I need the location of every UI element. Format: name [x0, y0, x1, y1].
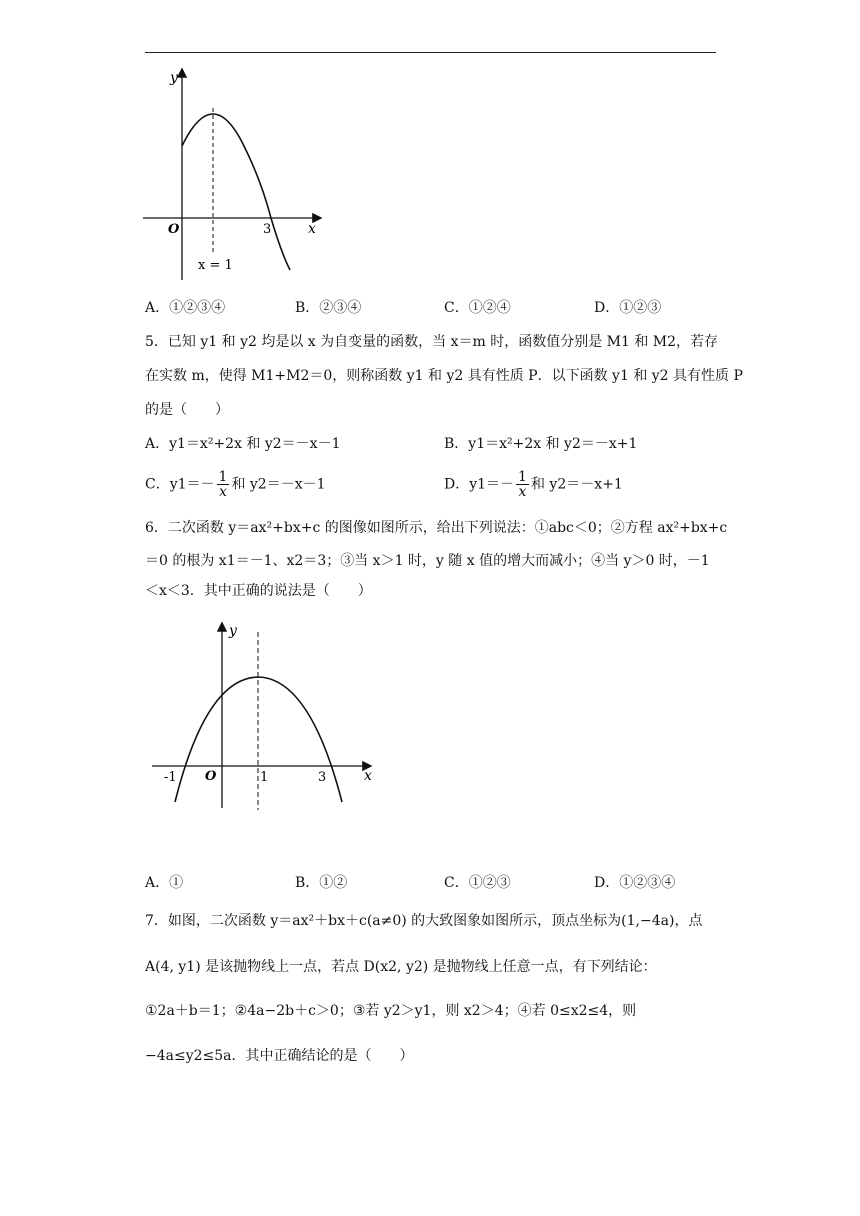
- q7-line-3: ①2a＋b＝1；②4a−2b＋c＞0；③若 y2＞y1，则 x2＞4；④若 0≤x2≤4，则: [145, 1003, 637, 1019]
- fraction: [516, 470, 529, 499]
- q5-option-b: B．y1＝x²+2x 和 y2＝－x+1: [444, 436, 638, 452]
- origin-label: O: [205, 769, 217, 784]
- q5-option-c-suffix: 和 y2＝－x－1: [231, 476, 326, 493]
- root-label: 3: [318, 770, 327, 785]
- q6-line-2: ＝0 的根为 x1＝－1、x2＝3；③当 x＞1 时，y 随 x 值的增大而减小；④当 y＞0 时，－1: [145, 553, 710, 569]
- fraction-numerator: 1: [518, 469, 527, 485]
- q5-option-d: [444, 470, 623, 499]
- axis-note: x = 1: [198, 258, 233, 273]
- header-rule: [145, 52, 716, 53]
- q7-line-2: A(4, y1) 是该抛物线上一点，若点 D(x2, y2) 是抛物线上任意一点，有下列结论：: [145, 959, 657, 975]
- q6-option-d: D．①②③④: [594, 875, 676, 891]
- q6-option-c: C．①②③: [444, 875, 511, 891]
- q5-option-d-prefix: D．y1＝－: [444, 476, 515, 493]
- parabola-curve: [182, 114, 290, 270]
- q7-line-4: −4a≤y2≤5a．其中正确结论的是（ ）: [145, 1048, 414, 1064]
- q7-line-1: 7．如图，二次函数 y＝ax²＋bx＋c(a≠0) 的大致图象如图所示，顶点坐标为(1,−4a)，点: [145, 913, 703, 929]
- q5-line-3: 的是（ ）: [145, 402, 229, 418]
- y-axis-label: y: [170, 70, 178, 86]
- x-axis-label: x: [308, 221, 316, 237]
- q5-line-1: 5．已知 y1 和 y2 均是以 x 为自变量的函数，当 x＝m 时，函数值分别是 M1 和 M2，若存: [145, 334, 719, 350]
- q5-option-c: [145, 470, 326, 499]
- fraction-denominator: x: [219, 484, 227, 500]
- q4-option-b: B．②③④: [295, 300, 362, 316]
- q5-line-2: 在实数 m，使得 M1+M2＝0，则称函数 y1 和 y2 具有性质 P．以下函数 y1 和 y2 具有性质 P: [145, 368, 743, 384]
- x-axis-label: x: [364, 768, 372, 784]
- q6-line-3: ＜x＜3．其中正确的说法是（ ）: [145, 583, 372, 599]
- y-axis-label: y: [229, 623, 237, 639]
- origin-label: O: [168, 222, 180, 237]
- figure-2-parabola: [150, 618, 390, 810]
- q6-option-b: B．①②: [295, 875, 348, 891]
- q5-option-c-prefix: C．y1＝－: [145, 476, 215, 493]
- q4-option-c: C．①②④: [444, 300, 511, 316]
- q4-option-d: D．①②③: [594, 300, 662, 316]
- q4-option-a: A．①②③④: [145, 300, 226, 316]
- root-label: 3: [263, 222, 272, 237]
- fraction-numerator: 1: [218, 469, 228, 485]
- q6-line-1: 6．二次函数 y＝ax²+bx+c 的图像如图所示，给出下列说法：①abc＜0；②方程 ax²+bx+c: [145, 520, 728, 536]
- q5-option-d-suffix: 和 y2＝－x+1: [530, 476, 623, 493]
- axis-tick-label: 1: [260, 770, 269, 785]
- figure-1-parabola: [140, 62, 340, 280]
- negative-root-label: -1: [164, 770, 177, 785]
- fraction-denominator: x: [518, 484, 527, 500]
- q5-option-a: A．y1＝x²+2x 和 y2＝－x－1: [145, 436, 341, 452]
- q6-option-a: A．①: [145, 875, 184, 891]
- fraction: [217, 470, 230, 499]
